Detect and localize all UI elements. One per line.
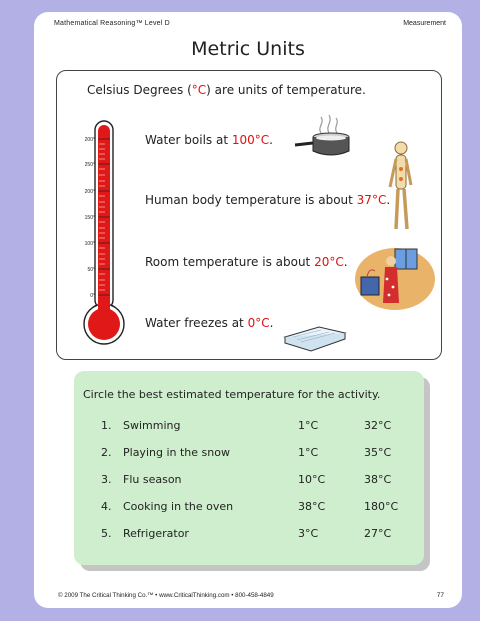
row-activity: Swimming [123, 419, 181, 432]
copyright-footer: © 2009 The Critical Thinking Co.™ • www.CriticalThinking.com • 800-458-4849 [58, 592, 274, 599]
page-title: Metric Units [191, 38, 305, 60]
fact-end: . [343, 255, 348, 269]
thermometer-icon [67, 119, 127, 349]
tick-label: 200° [84, 137, 95, 143]
exercise-row [74, 500, 424, 518]
answer-option[interactable]: 35°C [364, 446, 392, 459]
intro-after: ) are units of temperature. [206, 83, 366, 97]
fact-end: . [269, 316, 274, 330]
answer-option[interactable]: 180°C [364, 500, 399, 513]
tick-label: 50° [87, 267, 95, 273]
row-number: 4. [101, 500, 112, 513]
row-number: 3. [101, 473, 112, 486]
row-activity: Playing in the snow [123, 446, 230, 459]
page-number: 77 [436, 592, 444, 599]
human-figure-icon [387, 139, 417, 235]
fact-value: 20°C [314, 255, 344, 269]
answer-option[interactable]: 10°C [298, 473, 326, 486]
intro-text [87, 83, 366, 97]
fact-text: Water boils at [145, 133, 232, 147]
row-number: 2. [101, 446, 112, 459]
intro-unit: °C [191, 83, 207, 97]
boiling-pot-icon [293, 113, 359, 163]
answer-option[interactable]: 38°C [298, 500, 326, 513]
answer-option[interactable]: 27°C [364, 527, 392, 540]
tick-label: 200° [84, 189, 95, 195]
fact-text: Room temperature is about [145, 255, 315, 269]
fact-freezing [145, 316, 273, 330]
worksheet-page [34, 12, 462, 608]
ice-tray-icon [279, 323, 349, 355]
row-number: 5. [101, 527, 112, 540]
answer-option[interactable]: 1°C [298, 419, 319, 432]
room-scene-icon [353, 239, 435, 311]
exercise-row [74, 527, 424, 545]
tick-label: 100° [84, 241, 95, 247]
answer-option[interactable]: 38°C [364, 473, 392, 486]
answer-option[interactable]: 32°C [364, 419, 392, 432]
tick-label: 250° [84, 162, 95, 168]
info-box [56, 70, 442, 360]
exercise-panel [74, 371, 424, 565]
fact-room [145, 255, 348, 269]
answer-option[interactable]: 3°C [298, 527, 319, 540]
answer-option[interactable]: 1°C [298, 446, 319, 459]
fact-value: 37°C [356, 193, 387, 207]
fact-boiling [145, 133, 273, 147]
exercise-row [74, 446, 424, 464]
fact-text: Water freezes at [145, 316, 248, 330]
series-header: Mathematical Reasoning™ Level D [54, 20, 170, 27]
row-activity: Flu season [123, 473, 182, 486]
row-number: 1. [101, 419, 112, 432]
intro-before: Celsius Degrees ( [87, 83, 192, 97]
fact-end: . [269, 133, 273, 147]
row-activity: Refrigerator [123, 527, 189, 540]
exercise-instruction: Circle the best estimated temperature for the activity. [83, 388, 381, 401]
tick-label: 0° [90, 293, 95, 299]
fact-value: 0°C [247, 316, 270, 330]
fact-end: . [386, 193, 391, 207]
tick-label: 150° [84, 215, 95, 221]
fact-value: 100°C [231, 133, 270, 147]
section-header: Measurement [403, 20, 446, 27]
fact-body [145, 193, 390, 207]
row-activity: Cooking in the oven [123, 500, 234, 513]
exercise-row [74, 419, 424, 437]
fact-text: Human body temperature is about [145, 193, 357, 207]
exercise-row [74, 473, 424, 491]
